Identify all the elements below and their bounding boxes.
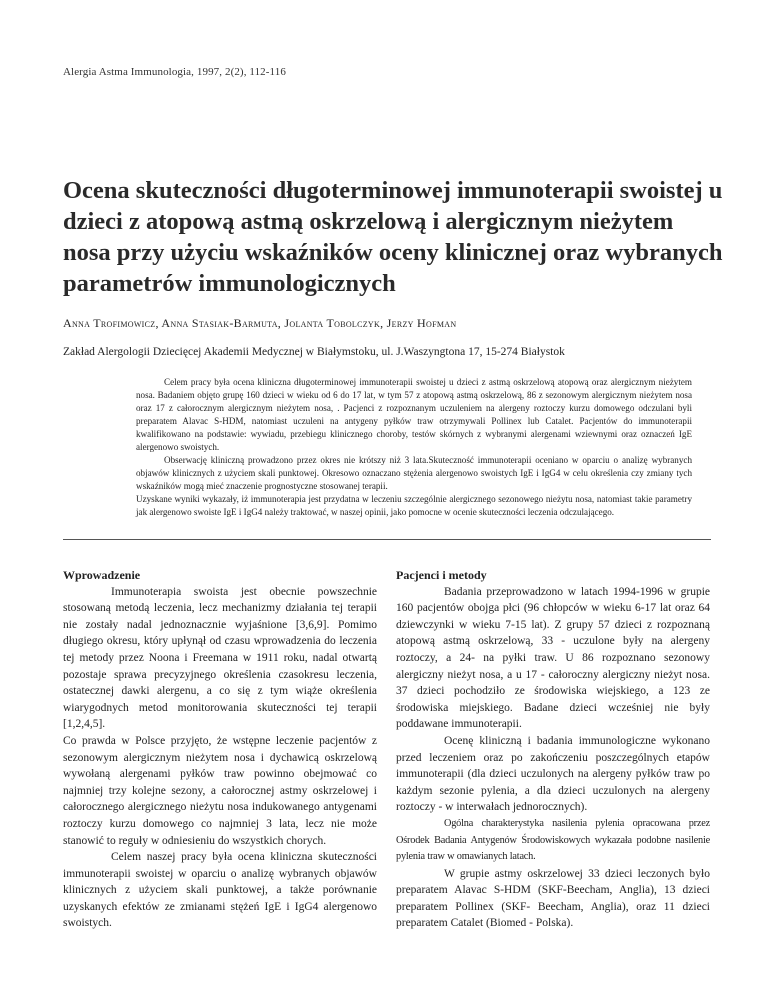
body-paragraph: Celem naszej pracy była ocena kliniczna skuteczności immunoterapii swoistej w oparciu o analizę wybranych objawów klinicznych z użyciem skali punktowej, a także porównanie uzyskanych efektów ze zmianami stężeń IgE i IgG4 alergenowo swoistych.: [63, 851, 377, 930]
body-paragraph: Ogólna charakterystyka nasilenia pylenia opracowana przez Ośrodek Badania Antygenów Środowiskowych wykazała podobne nasilenie pylenia traw w omawianych latach.: [396, 817, 710, 863]
author-list: Anna Trofimowicz, Anna Stasiak-Barmuta, Jolanta Tobolczyk, Jerzy Hofman: [63, 316, 457, 330]
section-heading-methods: Pacjenci i metody: [396, 568, 487, 582]
body-paragraph: Badania przeprowadzono w latach 1994-1996 w grupie 160 pacjentów obojga płci (96 chłopców w wieku 6-17 lat oraz 64 dziewczynki w wieku 7-15 lat). Z grupy 57 dzieci z rozpoznaną atopową astmą oskrzelową, 33 - uczulone były na alergeny roztoczy, a 24- na pyłki traw. U 86 rozpoznano sezonowy alergiczny nieżyt nosa, a u 17 - całoroczny alergiczny nieżyt nosa. 37 dzieci pochodziło ze środowiska wiejskiego, a 123 ze środowiska miejskiego. Badane dzieci wcześniej nie były poddawane immunoterapii.: [396, 585, 710, 731]
body-paragraph: W grupie astmy oskrzelowej 33 dzieci leczonych było preparatem Alavac S-HDM (SKF-Beecham, Anglia), 13 dzieci preparatem Pollinex (SKF- Beecham, Anglia), oraz 11 dzieci preparatem Catalet (Biomed - Polska).: [396, 867, 710, 930]
section-divider: [63, 539, 711, 540]
journal-citation: Alergia Astma Immunologia, 1997, 2(2), 112-116: [63, 66, 286, 78]
body-paragraph: Ocenę kliniczną i badania immunologiczne wykonano przed leczeniem oraz po zakończeniu poszczególnych etapów immunoterapii (dla dzieci uczulonych na alergeny pyłków traw po każdym sezonie pylenia, a dla dzieci uczulonych na alergeny roztoczy - w interwałach jednorocznych).: [396, 734, 710, 814]
section-heading-introduction: Wprowadzenie: [63, 568, 141, 582]
affiliation: Zakład Alergologii Dziecięcej Akademii Medycznej w Białymstoku, ul. J.Waszyngtona 17, 15-274 Białystok: [63, 346, 565, 358]
abstract: [136, 376, 692, 519]
article-title: Ocena skuteczności długoterminowej immunoterapii swoistej u dzieci z atopową astmą oskrzelową i alergicznym nieżytem nosa przy użyciu wskaźników oceny klinicznej oraz wybranych parametrów immunologicznych: [63, 177, 723, 297]
right-column: [396, 567, 710, 932]
left-column: [63, 567, 377, 932]
abstract-paragraph: Obserwację kliniczną prowadzono przez okres nie krótszy niż 3 lata.Skuteczność immunoterapii oceniano w oparciu o analizę wybranych objawów klinicznych z użyciem skali punktowej. Okresowo oznaczano stężenia alergenowo swoistych IgE i IgG4 w celu określenia czy zmiany tych wskaźników mogą mieć znaczenie prognostyczne stosowanej terapii.: [136, 455, 692, 491]
abstract-paragraph: Uzyskane wyniki wykazały, iż immunoterapia jest przydatna w leczeniu szczególnie alergicznego sezonowego nieżytu nosa, natomiast takie parametry jak alergenowo swoiste IgE i IgG4 należy traktować, w naszej opinii, jako pomocne w ocenie skuteczności leczenia odczulającego.: [136, 494, 692, 517]
body-paragraph: Co prawda w Polsce przyjęto, że wstępne leczenie pacjentów z sezonowym alergicznym nieżytem nosa i dychawicą oskrzelową wywołaną alergenami pyłków traw powinno obejmować co najmniej trzy kolejne sezony, a całorocznej astmy oskrzelowej i całorocznego alergicznego nieżytu nosa indukowanego antygenami roztoczy kurzu domowego co najmniej 3 lata, lecz nie może stanowić to reguły w odniesieniu do wszystkich chorych.: [63, 734, 377, 847]
abstract-paragraph: Celem pracy była ocena kliniczna długoterminowej immunoterapii swoistej u dzieci z astmą oskrzelową atopową oraz alergicznym nieżytem nosa. Badaniem objęto grupę 160 dzieci w wieku od 6 do 17 lat, w tym 57 z atopową astmą oskrzelową, 86 z sezonowym alergicznym nieżytem nosa oraz 17 z całorocznym alergicznym nieżytem nosa, . Pacjenci z rozpoznanym uczuleniem na alergeny roztoczy kurzu domowego odczulani byli preparatem Alavac S-HDM, natomiast uczuleni na antygeny pyłków traw otrzymywali Pollinex lub Catalet. Pacjentów do immunoterapii kwalifikowano na podstawie: wywiadu, przebiegu klinicznego choroby, testów skórnych z wybranymi alergenami wziewnymi oraz oznaczeń IgE alergenowo swoistych.: [136, 377, 692, 452]
body-paragraph: Immunoterapia swoista jest obecnie powszechnie stosowaną metodą leczenia, lecz mechanizmy działania tej terapii nie zostały nadal jednoznacznie wyjaśnione [3,6,9]. Pomimo długiego okresu, który upłynął od czasu wprowadzenia do leczenia tej metody przez Noona i Freemana w 1911 roku, nadal otwartą pozostaje sprawa precyzyjnego określenia czasokresu leczenia, ostatecznej dawki alergenu, a co się z tym wiąże określenia wiarygodnych metod monitorowania skuteczności tej terapii [1,2,4,5].: [63, 585, 377, 731]
